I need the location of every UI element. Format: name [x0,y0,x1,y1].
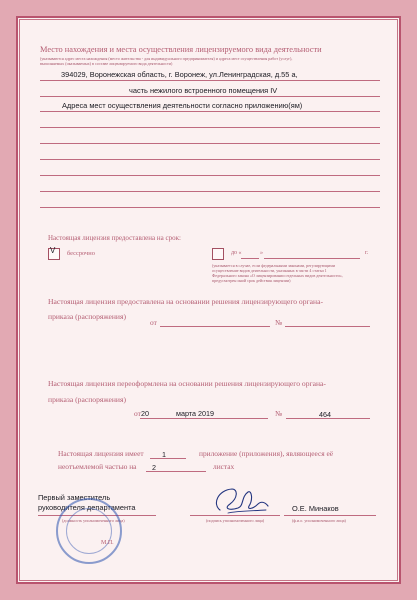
reissue-date-line [140,418,268,419]
reissue-line-2: приказа (распоряжения) [48,395,127,404]
basis-line-2: приказа (распоряжения) [48,312,127,321]
signer-name: О.Е. Минаков [292,504,339,513]
signer-position-2: руководителя департамента [38,503,136,512]
reissue-from-label: от [134,409,141,418]
reissue-number-line [286,418,370,419]
basis-from-label: от [150,318,157,327]
appendix-count-line [150,458,186,459]
signer-position-1: Первый заместитель [38,493,111,502]
term-note-4: предусмотрен иной срок действия лицензии) [212,278,291,283]
address-underline-9 [40,207,380,208]
address-line-2: часть нежилого встроенного помещения IV [129,86,278,95]
term-note-3: Федерального закона «О лицензировании отдельных видов деятельности», [212,273,343,278]
address-line-3: Адреса мест осуществления деятельности согласно приложению(ям) [62,101,303,110]
header-note-1: (указываются адрес места нахождения (место жительства - для индивидуального предпринимателя) и адреса мест осуществления работ (услуг), [40,56,293,61]
reissue-date-month-year: марта 2019 [176,409,214,418]
basis-number-line [285,326,370,327]
appendix-suffix: приложение (приложения), являющееся её [199,449,334,458]
term-unlimited-label: бессрочно [67,250,95,257]
name-note: (ф.и.о. уполномоченного лица) [292,518,346,523]
reissue-line-1: Настоящая лицензия переоформлена на основании решения лицензирующего органа- [48,379,326,388]
term-month-line [264,258,360,259]
seal-inner-ring [66,508,112,554]
term-until-close: » [260,250,263,256]
header-note-2: выполняемых (оказываемых) в составе лицензируемого вида деятельности) [40,61,173,66]
term-label: Настоящая лицензия предоставлена на срок: [48,234,181,242]
appendix-line-2: неотъемлемой частью на [58,462,137,471]
address-underline-5 [40,143,380,144]
handwritten-signature [208,480,278,520]
address-underline-8 [40,191,380,192]
appendix-sheets-suffix: листах [213,462,235,471]
basis-date-line [160,326,270,327]
seal-label: М.П. [101,540,114,546]
basis-number-sign: № [275,318,283,327]
position-note: (должность уполномоченного лица) [62,518,125,523]
basis-line-1: Настоящая лицензия предоставлена на основании решения лицензирующего органа- [48,297,323,306]
signature-note: (подпись уполномоченного лица) [206,518,265,523]
term-unlimited-checkbox [48,248,60,260]
signature-underline [190,515,280,516]
address-underline-2 [40,96,380,97]
appendix-sheets: 2 [152,463,156,472]
check-mark: V [50,246,56,255]
term-note-2: осуществление видов деятельности, указанных в части 4 статьи 1 [212,268,327,273]
appendix-prefix: Настоящая лицензия имеет [58,449,144,458]
appendix-count: 1 [162,450,166,459]
address-underline-7 [40,175,380,176]
term-note-1: (указывается в случае, если федеральными законами, регулирующими [212,263,336,268]
address-underline-4 [40,127,380,128]
reissue-date-day: 20 [141,409,149,418]
term-until-checkbox [212,248,224,260]
appendix-sheets-line [146,471,206,472]
term-year-suffix: г. [365,250,369,256]
header-title: Место нахождения и места осуществления лицензируемого вида деятельности [40,45,322,54]
reissue-number-sign: № [275,409,283,418]
term-day-line [241,258,259,259]
address-underline-1 [40,80,380,81]
official-seal [56,498,122,564]
reissue-number: 464 [319,410,331,419]
name-underline [284,515,376,516]
address-underline-3 [40,111,380,112]
address-underline-6 [40,159,380,160]
address-line-1: 394029, Воронежская область, г. Воронеж, ул.Ленинградская, д.55 а, [61,70,298,79]
term-until-label: до « [231,250,242,256]
